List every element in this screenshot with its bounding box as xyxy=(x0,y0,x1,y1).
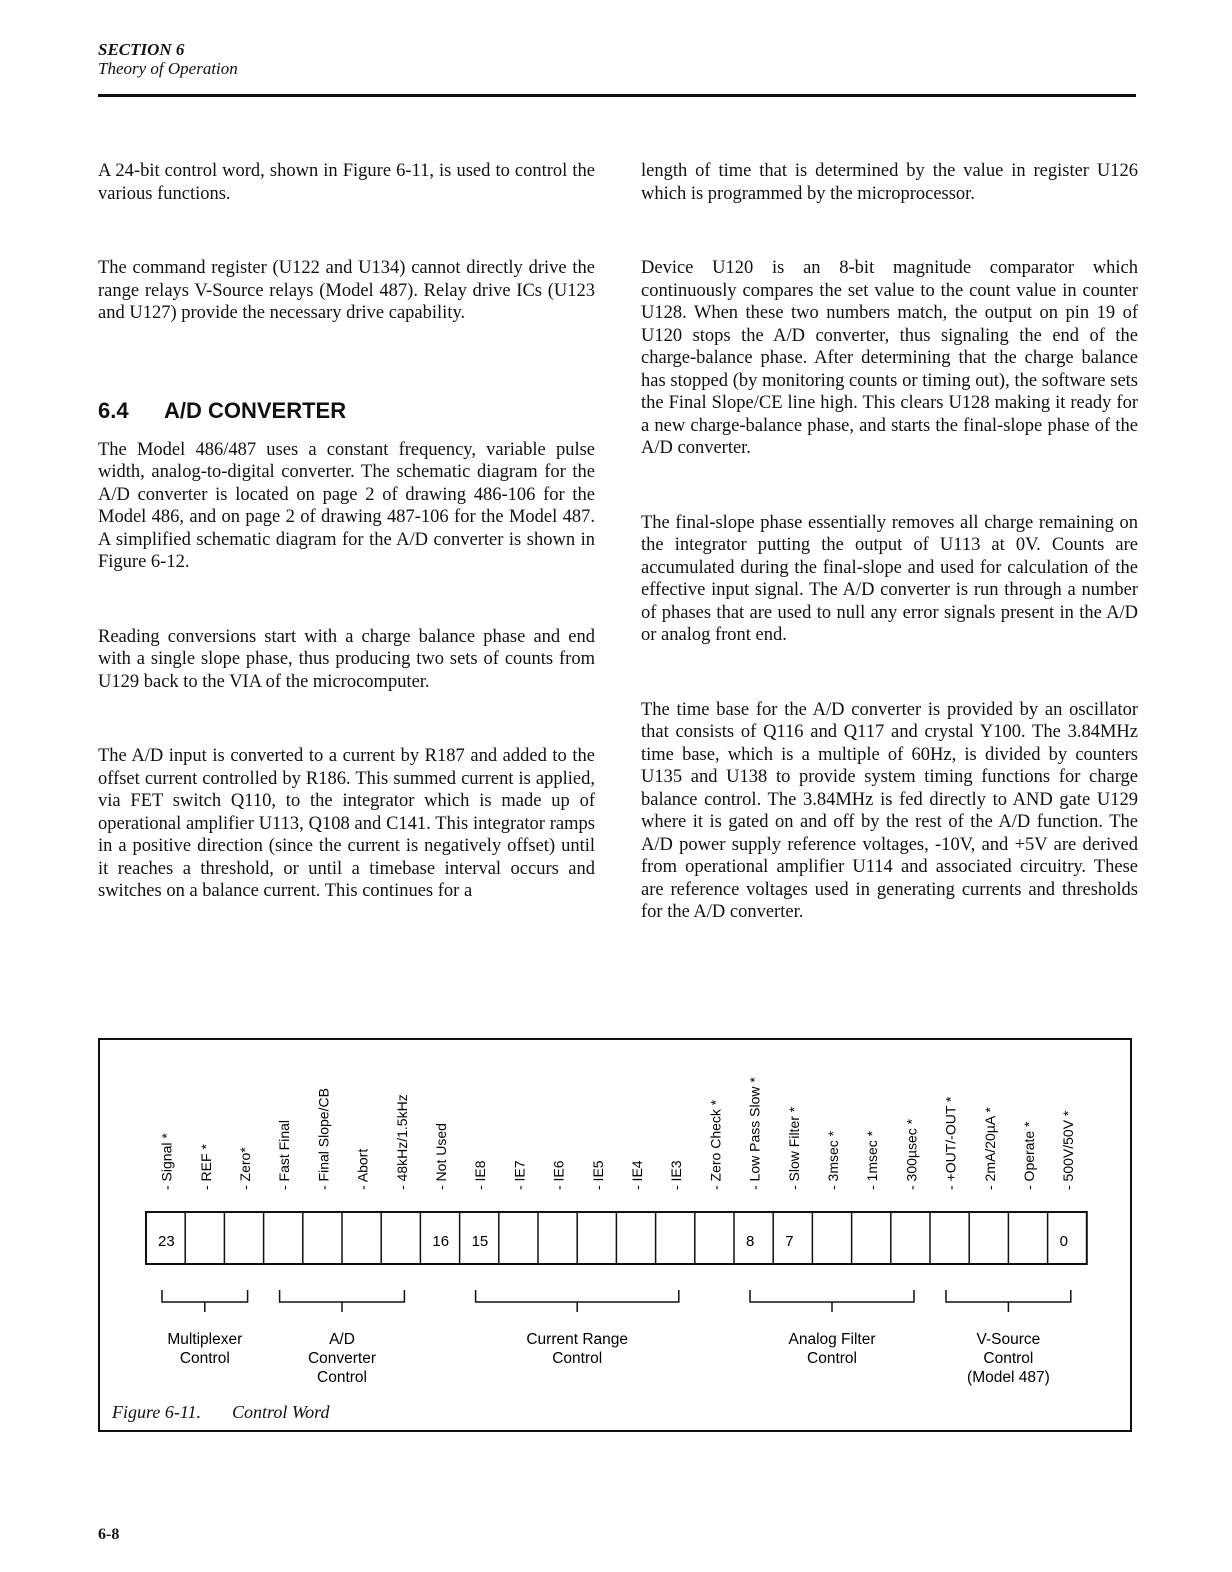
caption-title: Control Word xyxy=(232,1402,330,1422)
bit-label: - 2mA/20µA * xyxy=(981,1107,998,1190)
group-label: Control xyxy=(807,1350,857,1367)
paragraph-time-base: The time base for the A/D converter is provided by an oscillator that consists of Q116 and Q117 and crystal Y100. The 3.84MHz time base, which is a multiple of 60Hz, is divided by counters U135 and U138 to provide system timing functions for charge balance control. The 3.84MHz is fed directly to AND gate U129 where it is gated on and off by the rest of the A/D function. The A/D power supply reference voltages, -10V, and +5V are derived from operational amplifier U114 and associated circuitry. These are reference voltages used in generating currents and thresholds for the A/D converter. xyxy=(641,699,1138,922)
bit-label: - Fast Final xyxy=(276,1119,293,1190)
group-label: Control xyxy=(552,1350,603,1367)
section-label: SECTION 6 xyxy=(98,40,185,59)
group-bracket xyxy=(946,1290,1071,1302)
bit-label: - IE4 xyxy=(629,1160,645,1190)
figure-control-word xyxy=(98,1038,1132,1432)
bit-number: 16 xyxy=(432,1233,450,1250)
bit-label: - IE5 xyxy=(589,1160,606,1190)
bit-label: - 1msec * xyxy=(864,1130,881,1190)
caption-number: Figure 6-11. xyxy=(112,1402,201,1422)
bit-label: - Low Pass Slow * xyxy=(746,1077,763,1190)
group-label: (Model 487) xyxy=(967,1369,1050,1386)
right-column xyxy=(641,160,1138,924)
group-label: Current Range xyxy=(526,1331,629,1348)
bit-label: - +OUT/-OUT * xyxy=(942,1096,959,1190)
group-label: Control xyxy=(983,1350,1034,1367)
group-label: Converter xyxy=(307,1350,377,1367)
bit-number: 8 xyxy=(746,1233,755,1250)
control-word-diagram xyxy=(100,1040,1130,1430)
bit-label: - Zero Check * xyxy=(707,1099,724,1190)
group-bracket xyxy=(476,1290,679,1302)
bit-number: 7 xyxy=(785,1233,794,1250)
section-title: A/D CONVERTER xyxy=(164,398,347,423)
section-number: 6.4 xyxy=(98,398,129,423)
group-label: Analog Filter xyxy=(788,1331,876,1348)
bit-label: - 48kHz/1.5kHz xyxy=(393,1094,410,1190)
paragraph-length-of-time: length of time that is determined by the value in register U126 which is programmed by the microprocessor. xyxy=(641,161,1138,204)
bit-label: - Not Used xyxy=(433,1123,449,1190)
paragraph-final-slope: The final-slope phase essentially removes all charge remaining on the integrator putting the output of U113 at 0V. Counts are accumulated during the final-slope and used for calculation of the effective input signal. The A/D converter is run through a number of phases that are used to null any error signals present in the A/D or analog front end. xyxy=(641,512,1138,645)
bit-label: - IE6 xyxy=(550,1160,567,1190)
bit-label: - Signal * xyxy=(158,1133,175,1190)
figure-caption xyxy=(112,1402,330,1423)
group-bracket xyxy=(280,1290,405,1302)
paragraph-ad-input: The A/D input is converted to a current by R187 and added to the offset current controlled by R186. This summed current is applied, via FET switch Q110, to the integrator which is made up of operational amplifier U113, Q108 and C141. This integrator ramps in a positive direction (since the current is negatively offset) until it reaches a threshold, or until a timebase interval occurs and switches on a balance current. This continues for a xyxy=(98,746,595,901)
bit-label: - IE7 xyxy=(511,1160,528,1190)
bit-label: - Operate * xyxy=(1021,1121,1037,1190)
bit-label: - Zero* xyxy=(237,1147,253,1190)
group-label: Control xyxy=(317,1369,367,1386)
running-header xyxy=(98,40,238,78)
group-bracket xyxy=(162,1290,248,1302)
paragraph-comparator: Device U120 is an 8-bit magnitude comparator which continuously compares the set value to the count value in counter U128. When these two numbers match, the output on pin 19 of U120 stops the A/D converter, thus signaling the end of the charge-balance phase. After determining that the charge balance has stopped (by monitoring counts or timing out), the software sets the Final Slope/CE line high. This clears U128 making it ready for a new charge-balance phase, and starts the final-slope phase of the A/D converter. xyxy=(641,258,1138,458)
bit-number: 23 xyxy=(158,1233,175,1250)
bit-label: - Final Slope/CB xyxy=(315,1088,332,1190)
group-label: A/D xyxy=(329,1331,355,1348)
section-subtitle: Theory of Operation xyxy=(98,59,238,78)
bit-label: - 500V/50V * xyxy=(1060,1110,1077,1190)
group-label: Multiplexer xyxy=(167,1331,243,1348)
bit-label: - 300µsec * xyxy=(903,1118,920,1190)
left-column xyxy=(98,160,595,903)
bit-number: 15 xyxy=(471,1233,489,1250)
group-label: Control xyxy=(179,1350,230,1367)
paragraph-control-word: A 24-bit control word, shown in Figure 6-11, is used to control the various functions. xyxy=(98,161,595,204)
group-bracket xyxy=(750,1290,914,1302)
bit-label: - IE8 xyxy=(472,1160,489,1190)
header-rule xyxy=(98,94,1136,97)
bit-number: 0 xyxy=(1059,1233,1068,1250)
paragraph-model-ad: The Model 486/487 uses a constant frequency, variable pulse width, analog-to-digital converter. The schematic diagram for the A/D converter is located on page 2 of drawing 486-106 for the Model 486, and on page 2 of drawing 487-106 for the Model 487. A simplified schematic diagram for the A/D converter is shown in Figure 6-12. xyxy=(98,439,595,572)
section-heading xyxy=(98,398,346,424)
bit-label: - 3msec * xyxy=(825,1130,841,1190)
paragraph-command-register: The command register (U122 and U134) cannot directly drive the range relays V-Source relays (Model 487). Relay drive ICs (U123 and U127) provide the necessary drive capability. xyxy=(98,258,595,323)
bit-label: - Abort xyxy=(354,1148,371,1190)
group-label: V-Source xyxy=(976,1331,1041,1348)
page-number: 6-8 xyxy=(98,1526,120,1543)
paragraph-reading-conversions: Reading conversions start with a charge balance phase and end with a single slope phase, thus producing two sets of counts from U129 back to the VIA of the microcomputer. xyxy=(98,626,595,692)
bit-label: - IE3 xyxy=(668,1160,685,1190)
bit-label: - REF * xyxy=(197,1144,214,1190)
bit-label: - Slow Filter * xyxy=(785,1106,802,1190)
